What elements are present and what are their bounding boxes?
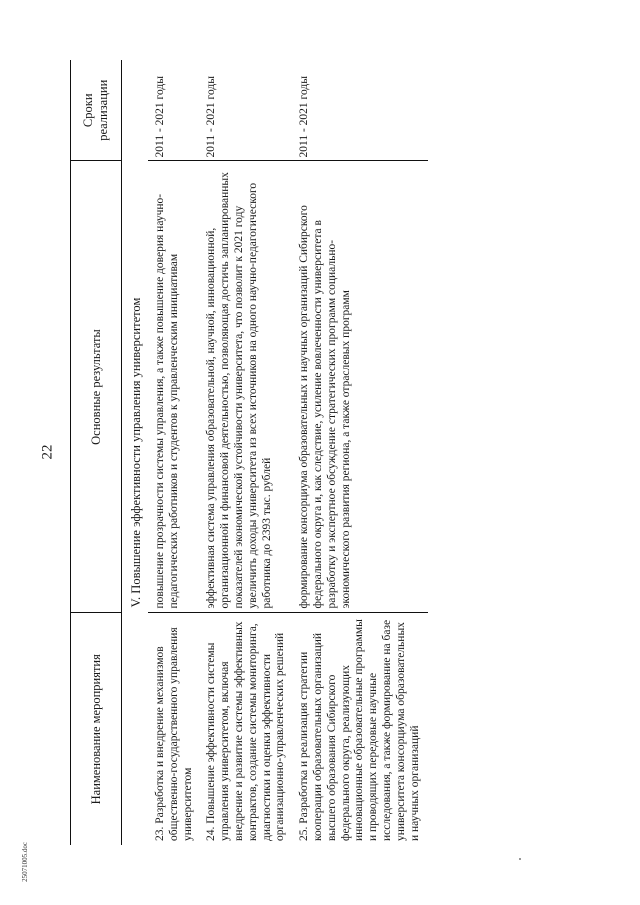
page-number: 22: [39, 444, 56, 460]
header-row: [71, 60, 122, 845]
result-cell: повышение прозрачности системы управления, а также повышение доверия научно-педагогических работников и студентов к управленческим инициативам: [148, 161, 199, 613]
activity-cell: 23. Разработка и внедрение механизмов общественно-государственного управления университетом: [154, 627, 194, 841]
scan-speck: [519, 858, 521, 860]
activity-cell: 24. Повышение эффективности системы управления университетом, включая внедрение и развитие системы эффективных контрактов, создание системы мониторинга, диагностики и оценки эффективности организационно-управленческих решений: [205, 621, 287, 841]
rotated-table-container: [70, 60, 590, 845]
term-cell: 2011 - 2021 годы: [292, 60, 428, 161]
header-results: Основные результаты: [71, 161, 122, 613]
table-row: [199, 60, 292, 845]
table-row: [292, 60, 428, 845]
term-cell: 2011 - 2021 годы: [199, 60, 292, 161]
result-cell: формирование консорциума образовательных и научных организаций Сибирского федерального округа и, как следствие, усиление вовлеченности университета в разработку и экспертное обсуждение стратегических программ социально-экономического развития региона, а также отраслевых программ: [292, 161, 428, 613]
plan-table: [70, 60, 428, 845]
table-row: [148, 60, 199, 845]
activity-cell: 25. Разработка и реализация стратегии кооперации образовательных организаций высшего образования Сибирского федерального округа, реализующих инновационные образовательные программы и проводящих передовые научные исследования, а также формирование на базе университета консорциума образовательных и научных организаций: [298, 619, 421, 841]
header-activity: Наименование мероприятия: [71, 613, 122, 845]
section-title: V. Повышение эффективности управления университетом: [129, 297, 143, 608]
term-cell: 2011 - 2021 годы: [148, 60, 199, 161]
result-cell: эффективная система управления образовательной, научной, инновационной, организационной и финансовой деятельностью, позволяющая достичь запланированных показателей экономической устойчивости университета, что позволит к 2021 году увеличить доходы университета из всех источников на одного научно-педагогического работника до 2393 тыс. рублей: [199, 161, 292, 613]
file-label: 25071005.doc: [21, 842, 29, 882]
section-row: [122, 60, 149, 845]
header-terms: Сроки реализации: [71, 60, 122, 161]
